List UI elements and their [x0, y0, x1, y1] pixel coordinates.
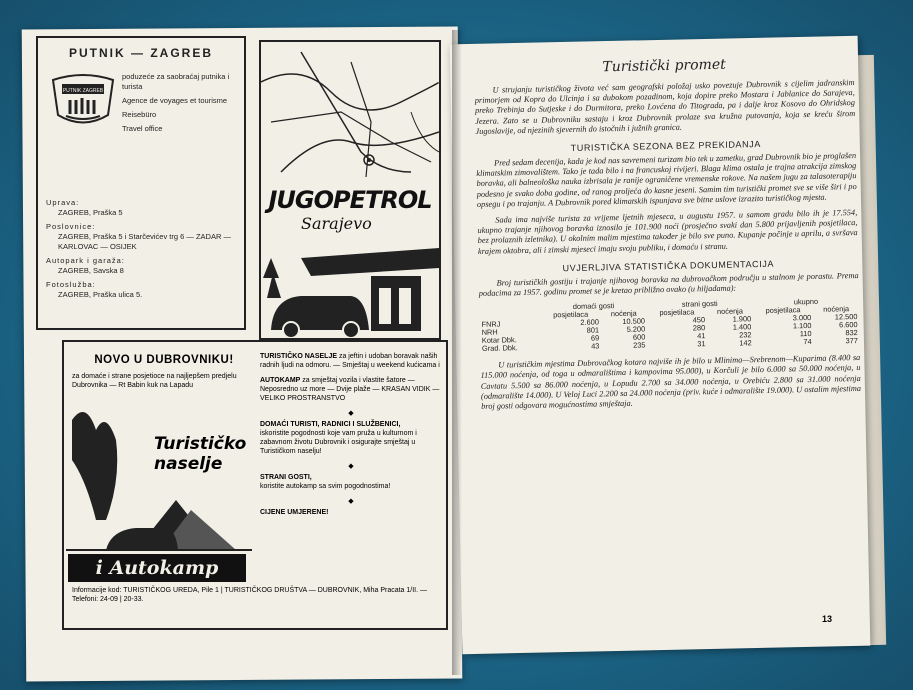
table-cell: 5.200: [626, 324, 646, 335]
table-cell: 3.000: [792, 313, 812, 323]
group-header: ukupno: [793, 297, 819, 307]
diamond-icon: ◆: [348, 410, 354, 417]
table-cell: 1.400: [732, 322, 752, 332]
column-header: posjetilaca: [765, 305, 801, 316]
novo-title: NOVO U DUBROVNIKU!: [94, 354, 234, 366]
domaci-text: iskoristite pogodnosti koje vam pruža u kulturnom i zabavnom životu Dubrovnik i osigurajte smještaj u Turističkom naselju!: [260, 430, 417, 455]
table-cell: 6.600: [838, 320, 858, 330]
table-cell: 377: [845, 336, 859, 346]
foto-value: ZAGREB, Praška ulica 5.: [58, 290, 143, 299]
paragraph-4: Broj turističkih gostiju i trajanje njihovog boravka na dubrovačkom području u stalnom je porastu. Prema podacima za 1957. godinu promet se je kretao približno ovako (u hiljadama):: [478, 270, 859, 298]
poslovnice-label: Poslovnice:: [46, 222, 96, 231]
autokamp-banner: i Autokamp: [68, 554, 246, 582]
uprava-label: Uprava:: [46, 198, 80, 207]
gas-station-illustration: [261, 238, 439, 338]
cijene-text: CIJENE UMJERENE!: [260, 509, 329, 516]
poslovnice-value: ZAGREB, Praška 5 i Starčevićev trg 6 — ZADAR — KARLOVAC — OSIJEK: [58, 232, 231, 251]
group-header: domaći gosti: [572, 301, 615, 312]
article-heading: Turistički promet: [602, 56, 726, 76]
jugopetrol-title: JUGOPETROL: [268, 186, 432, 214]
jugopetrol-city: Sarajevo: [301, 214, 372, 233]
paragraph-2: Pred sedam decenija, kada je kod nas savremeni turizam bio tek u zametku, grad Dubrovnik bio je proglašen klimatskim zimovalištem. Tako je tada bilo i na francuskoj rivijeri. Blaga klima ostala je trajna atrakcija zimskog boravka, ali balneološka nauka izbrisala je ranije ograničene vremenske rokove. Na našem jugu za talasoterapiju podesno je svako doba godine, od ranog proljeća do kasne jeseni. Samim tim turistički promet sve se više širi i po opsegu i po trajanju. A Dubrovnik pored klimatskih ispunjava sve bitne uslove izrazito turističkog mjesta.: [476, 151, 857, 209]
road-map-illustration: [261, 42, 439, 182]
column-header: noćenja: [610, 308, 637, 319]
putnik-description: [122, 72, 240, 138]
domaci-heading: DOMAĆI TURISTI, RADNICI I SLUŽBENICI,: [260, 421, 401, 428]
row-label: Grad. Dbk.: [481, 343, 518, 354]
svg-text:PUTNIK ZAGREB: PUTNIK ZAGREB: [62, 88, 104, 94]
paragraph-3: Sada ima najviše turista za vrijeme ljetnih mjeseca, u augustu 1957. u samom gradu bilo ih je 17.554, ukupno trajanje njihovog boravka iznosilo je 101.900 noći (prosječno svaki dan 5.800 prijavljenih posjetilaca, bez prolaznih izletnika). U okolnim malim mjestima također je bilo sve puno. Kupanje počinje u aprilu, a svršava krajem oktobra, ali i zimski mjeseci imaju svoju publiku, i domaću i stranu.: [477, 208, 858, 256]
putnik-desc-4: Travel office: [122, 124, 163, 133]
strani-text: koristite autokamp sa svim pogodnostima!: [260, 483, 391, 490]
putnik-desc-3: Reisebüro: [122, 110, 157, 119]
table-cell: 1.900: [732, 314, 752, 324]
paragraph-1: U strujanju turističkog života već sam geografski položaj usko povezuje Dubrovnik s cijelim jadranskim primorjem od Kopra do Ulcinja i sa dubokom pozadinom, koja dopire preko Mostara i Jablanice do Sarajeva, preko Trebinja do Sutjeske i do Durmitora, preko Lovćena do Titograda, pa i dalje kroz Kosovo do Ohridskog Jezera. Zato se u Dubrovniku sastaju i kroz Dubrovnik prolaze sva kružna putovanja, koja se kreću širom Jugoslavije, od njezinih sjevernih do istočnih i južnih granica.: [474, 78, 856, 136]
turisticko-naselje-lettering: Turističko naselje: [154, 434, 247, 474]
autopark-value: ZAGREB, Savska 8: [58, 266, 124, 275]
putnik-desc-2: Agence de voyages et tourisme: [122, 96, 228, 105]
table-cell: 832: [845, 328, 858, 338]
ak-heading: AUTOKAMP: [260, 377, 301, 384]
table-cell: 801: [586, 325, 600, 335]
paragraph-5: U turističkim mjestima Dubrovačkog kotara najviše ih je bilo u Mlinima—Srebrenom—Kuparima (8.400 sa 115.000 noćenja, od toga u odmaralištima i kampovima 95.000), u Korčuli je bilo 6.000 sa 50.000 noćenja, u Cavtatu 5.500 sa 86.000 noćenja, u Lopudu 2.700 sa 34.000 noćenja, u Orebiću 2.800 sa 31.000 noćenja (odmaralište 14.000). U Veloj Luci 2.200 sa 24.000 noćenja (priv. kuće i odmaralište 19.000). U ostalim mjestima broj gosti odgovara mogućnostima smještaja.: [480, 353, 862, 411]
column-header: posjetilaca: [659, 307, 695, 318]
column-header: posjetilaca: [553, 309, 589, 320]
table-cell: 1.100: [792, 321, 812, 331]
putnik-title: PUTNIK — ZAGREB: [69, 46, 213, 60]
diamond-icon: ◆: [348, 463, 354, 470]
column-header: noćenja: [823, 304, 850, 314]
table-cell: 235: [633, 340, 646, 350]
foto-label: Fotoslužba:: [46, 280, 96, 289]
row-label: NRH: [481, 327, 498, 338]
putnik-logo: [48, 70, 118, 130]
ts-text: za jeftin i udoban boravak naših radnih ljudi na odmoru. — Smještaj u weekend kućicama i: [260, 353, 440, 369]
jugopetrol-ad: [259, 40, 441, 340]
putnik-desc-1: poduzeće za saobraćaj putnika i turista: [122, 72, 230, 91]
novo-footer: Informacije kod: TURISTIČKOG UREDA, Pile 1 | TURISTIČKOG DRUŠTVA — DUBROVNIK, Miha Pracata 1/II. — Telefoni: 24-09 | 20-33.: [72, 587, 428, 603]
section-heading-statistika: UVJERLJIVA STATISTIČKA DOKUMENTACIJA: [562, 258, 775, 274]
statistics-table: [479, 297, 860, 353]
page-number: 13: [822, 614, 833, 624]
putnik-addresses: [46, 194, 242, 300]
table-cell: 450: [692, 315, 706, 325]
camping-illustration: [66, 400, 252, 560]
novo-dubrovnik-ad: [62, 340, 448, 630]
column-header: noćenja: [716, 306, 743, 317]
novo-right-column: [260, 352, 442, 523]
row-label: FNRJ: [481, 319, 501, 330]
table-cell: 280: [692, 323, 706, 333]
table-cell: 74: [803, 337, 812, 347]
table-cell: 600: [632, 332, 646, 342]
section-heading-sezona: TURISTIČKA SEZONA BEZ PREKIDANJA: [570, 139, 762, 154]
row-label: Kotar Dbk.: [481, 335, 517, 346]
article-turisticki-promet: [474, 54, 861, 418]
table-cell: 69: [590, 333, 600, 343]
ak-text: za smještaj vozila i vlastite šatore — Neposredno uz more — Dvije plaže — KRASAN VIDIK — VELIKO PROSTRANSTVO: [260, 377, 440, 402]
table-cell: 10.500: [622, 316, 646, 327]
uprava-value: ZAGREB, Praška 5: [58, 208, 123, 217]
group-header: strani gosti: [681, 299, 718, 309]
table-cell: 232: [739, 330, 752, 340]
table-cell: 12.500: [834, 312, 858, 322]
table-cell: 142: [739, 338, 752, 348]
table-cell: 2.600: [580, 317, 599, 328]
table-cell: 43: [591, 341, 600, 351]
autopark-label: Autopark i garaža:: [46, 256, 125, 265]
strani-heading: STRANI GOSTI,: [260, 474, 312, 481]
diamond-icon: ◆: [348, 498, 354, 505]
novo-intro: za domaće i strane posjetioce na najljepšem predjelu Dubrovnika — Rt Babin kuk na Lapadu: [72, 373, 237, 389]
table-cell: 31: [697, 339, 706, 349]
ts-heading: TURISTIČKO NASELJE: [260, 353, 338, 360]
book-gutter: [452, 30, 462, 675]
table-cell: 41: [697, 331, 706, 341]
putnik-ad: [36, 36, 246, 330]
table-cell: 110: [799, 329, 812, 339]
